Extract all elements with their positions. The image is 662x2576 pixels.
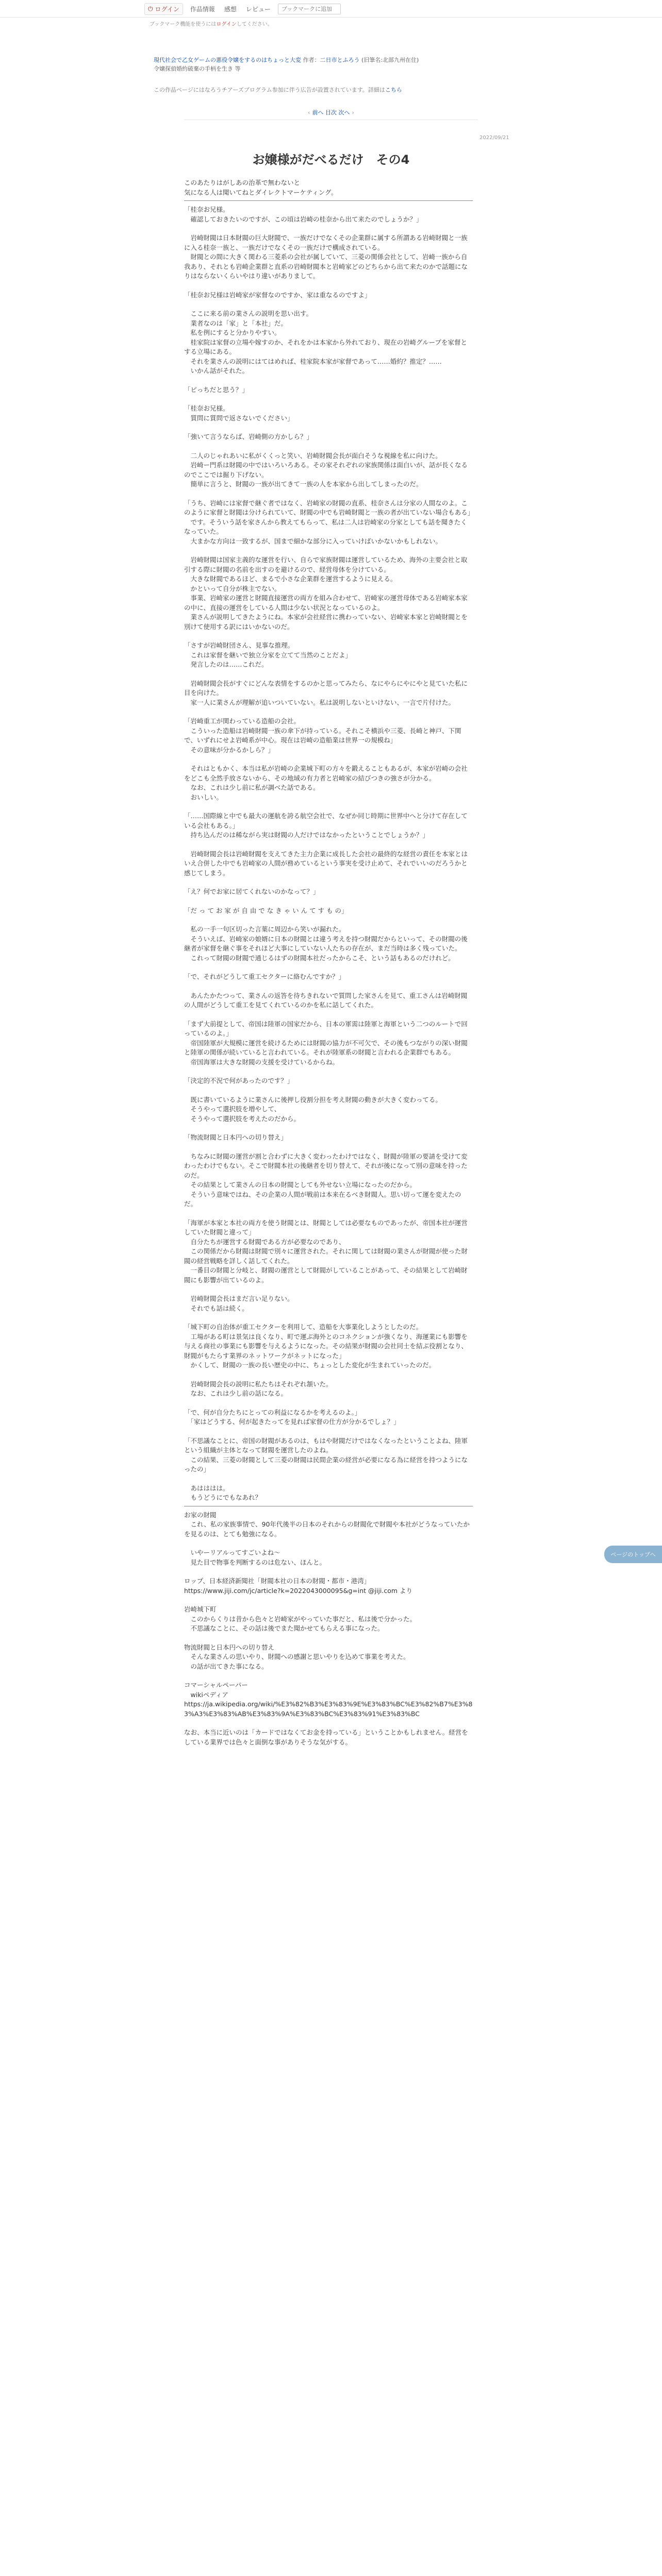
paragraph-gap bbox=[184, 755, 473, 764]
paragraph-gap bbox=[184, 489, 473, 499]
paragraph-gap bbox=[184, 224, 473, 233]
pr-notice: この作品ページにはなろうチアーズプログラム参加に伴う広告が設置されています。詳細はこちら bbox=[154, 87, 402, 93]
paragraph-gap bbox=[184, 1010, 473, 1020]
body-line: 桂家院は家督の立場や嫁すのか、それをかは本家から外れており、現在の岩崎グループを家督とする立場にある。 bbox=[184, 338, 468, 355]
body-line: この関係だから財閥は財閥で別々に運営された。それに関しては財閥の業さんが財閥が使った財閥の経営戦略を詳しく話してくれた。 bbox=[184, 1247, 468, 1265]
bookmark-add-box[interactable] bbox=[278, 4, 341, 14]
body-line: コマーシャルペーパー bbox=[184, 1681, 248, 1689]
body-line: 業者なのは「家」と「本社」だ。 bbox=[184, 319, 288, 327]
body-line: なお、これは少し前に私が調べた話である。 bbox=[184, 784, 320, 791]
body-line: 気になる人は聞いてねとダイレクトマーケティング。 bbox=[184, 188, 338, 196]
paragraph-gap bbox=[184, 897, 473, 906]
body-line: 「物流財閥と日本円への切り替え」 bbox=[184, 1133, 288, 1141]
body-link[interactable]: https://ja.wikipedia.org/wiki/%E3%82%B3%E3%83%9E%E3%83%BC%E3%82%B7%E3%83%A3%E3%83%AB%E3%83%9A%E3%83%BC%E3%83%91%E3%83%BC bbox=[184, 1700, 473, 1718]
body-line: 「え？何でお家に居てくれないのかなって？」 bbox=[184, 888, 320, 895]
paragraph-gap bbox=[184, 442, 473, 451]
body-line: 岩崎財閥会長の説明に私たちはそれぞれ頷いた。 bbox=[184, 1380, 333, 1388]
paragraph-gap bbox=[184, 1124, 473, 1133]
body-line: 簡単に言うと、財閥の一族が出てきて一族の人を本家から出してしまったのだ。 bbox=[184, 480, 423, 488]
body-line: 帝国海軍は大きな財閥の支援を受けているからね。 bbox=[184, 1058, 339, 1066]
prev-link[interactable]: 前へ bbox=[312, 109, 324, 116]
next-link[interactable]: 次へ bbox=[338, 109, 350, 116]
body-line: それはともかく、本当は私が岩崎の企業城下町の方々を鍛えることもあるが、本家が岩崎の会社をどこも全然手放さないから、その地域の有力者と岩崎家の結びつきの強さが分かる。 bbox=[184, 765, 468, 782]
body-line: そういう意味ではね、その企業の人間が戦前は本来在るべき財閥人。思い切って運を変えたのだ。 bbox=[184, 1190, 461, 1208]
body-line: 見た目で物事を判断するのは危ない、ほんと。 bbox=[184, 1558, 326, 1566]
prev-arrow-icon: ‹ bbox=[308, 109, 310, 116]
paragraph-gap bbox=[184, 1067, 473, 1076]
body-line: 「家はどうする、何が起きたってを見れば家督の仕方が分かるでしょ？」 bbox=[184, 1418, 400, 1426]
body-line: 「桂奈お兄様。 bbox=[184, 206, 229, 213]
body-line: 持ち込んだのは稀ながら実は財閥の人だけではなかったということでしょうか？」 bbox=[184, 831, 429, 839]
paragraph-gap bbox=[184, 1143, 473, 1152]
body-line: 不思議なことに、その話は後でまた聞かせてもらえる事になった。 bbox=[184, 1624, 384, 1632]
series-title-link[interactable]: 現代社会で乙女ゲームの悪役令嬢をするのはちょっと大変 bbox=[154, 57, 301, 63]
body-line: 「ピっちだと思う？」 bbox=[184, 385, 249, 394]
author-label: 作者： bbox=[303, 57, 320, 63]
author-extra: (旧筆名:北部九州在住) bbox=[361, 57, 419, 63]
body-line: 業さんが説明してきたようにね。本家が会社経営に携わっていない、岩崎家本家と岩崎財閥とを別けて使用する訳にはいかないのだ。 bbox=[184, 613, 468, 631]
notice-login-link[interactable]: ログイン bbox=[216, 22, 237, 27]
body-line: いやーリアルってすごいよね〜 bbox=[184, 1549, 280, 1556]
body-line: 岩崎財閥会長がすぐにどんな表情をするのかと思ってみたら、なにやらにやにやと見ていた私に目を向けた。 bbox=[184, 679, 468, 697]
section-divider bbox=[184, 200, 473, 201]
nav-reviews[interactable]: レビュー bbox=[245, 6, 271, 13]
chapter-title: お嬢様がだべるだけ その4 bbox=[252, 152, 410, 167]
body-line: 二人のじゃれあいに私がくくっと笑い、岩崎財閥会長が面白そうな視線を私に向けた。 bbox=[184, 451, 442, 460]
body-line: 岩崎ー門系は財閥の中ではいろいろある。その家それぞれの家族関係は面白いが、話が長くなるのでここでは掘り下げない。 bbox=[184, 461, 468, 479]
body-line: 既に書いているように業さんに後押し役割分担を考え財閥の動きが大きく変わってる。 bbox=[184, 1095, 442, 1104]
body-line: の話が出てきた事になる。 bbox=[184, 1662, 268, 1670]
paragraph-gap bbox=[184, 1475, 473, 1484]
body-line: 「まず大前提として、帝国は陸軍の国家だから、日本の軍需は陸軍と海軍という二つのルートで回っているのよ。」 bbox=[184, 1020, 468, 1037]
body-line: あんたかたつって、業さんの返答を待ちきれないで質問した家さんを見て、重工さんは岩崎財閥の人間がどうして重工を見てくれているのかを私に話してくれた。 bbox=[184, 991, 468, 1009]
body-line: それを業さんの説明にはてはめれば、桂家院本家が家督であって……婚約？推定？…… bbox=[184, 357, 442, 365]
body-line: 「で、何が自分たちにとっての利益になるかを考えるのよ。」 bbox=[184, 1408, 361, 1416]
body-line: お家の財閥 bbox=[184, 1511, 217, 1519]
body-line: かといって自分が株主でない。 bbox=[184, 584, 281, 592]
series-subline: 令嬢探偵婚約破棄の手柄を生き bbox=[154, 65, 233, 72]
body-line: ロップ、日本経済新聞社「財閥本社の日本の財閥・都市・港湾」 bbox=[184, 1577, 371, 1585]
body-line: 質問に質問で返さないでください」 bbox=[184, 414, 294, 422]
next-arrow-icon: › bbox=[352, 109, 354, 116]
nav-impressions[interactable]: 感想 bbox=[224, 6, 237, 13]
paragraph-gap bbox=[184, 1596, 473, 1605]
body-line: 一番目の財閥と分岐と、財閥の運営として財閥がしていることがあって、その結果として岩崎財閥にも影響が出ているのよ。 bbox=[184, 1266, 468, 1284]
body-line: これって財閥の財閥で通じるはずの財閥本社だったからこそ、という話もあるのだけれど。 bbox=[184, 954, 455, 962]
paragraph-gap bbox=[184, 670, 473, 679]
body-line: 岩崎財閥会長はまだ言い足りない。 bbox=[184, 1295, 294, 1302]
paragraph-gap bbox=[184, 1285, 473, 1294]
body-line: なお、本当に近いのは「カードではなくてお金を持っている」ということかもしれません。経営をしている業界では色々と面倒な事がありそうな気がする。 bbox=[184, 1728, 468, 1746]
paragraph-gap bbox=[184, 546, 473, 555]
body-line: 帝国陸軍が大規模に運営を続けるためには財閥の協力が不可欠で、その後もつながりの深い財閥と陸軍の関係が続いていると言われている。それが陸軍系の財閥と言われる企業群でもある。 bbox=[184, 1039, 468, 1056]
body-line: こういった造船は岩崎財閥一族の傘下が持っている。それこそ横浜や三菱、長崎と神戸、下関で、いずれにせよ岩崎系が中心。現在は岩崎の造船業は世界一の規模ね」 bbox=[184, 726, 461, 744]
body-line: そうやって選択肢を考えたのだから。 bbox=[184, 1114, 301, 1123]
post-date: 2022/09/21 bbox=[479, 135, 509, 141]
body-line: ちなみに財閥の運営が割と合わずに大きく変わったわけではなく、財閥が陸軍の要請を受けて変わったわけでもない。そこで財閥本社の後継者を切り替えて、それが後になって別の意味を持ったのだ。 bbox=[184, 1152, 468, 1179]
body-line: wikiペディア bbox=[184, 1690, 228, 1699]
body-line: です。そういう話を家さんから教えてもらって、私は二人は岩崎家の分家としても話を聞きたくなっていた。 bbox=[184, 518, 467, 535]
paragraph-gap bbox=[184, 916, 473, 925]
body-line: 「城下町の自治体が重工セクターを利用して、造船を大事業化しようとしたのだ。 bbox=[184, 1323, 423, 1331]
paragraph-gap bbox=[184, 1567, 473, 1577]
body-line: 「だ っ て お 家 が 自 由 で な き ゃ い ん て す も の」 bbox=[184, 906, 348, 914]
pr-details-link[interactable]: こちら bbox=[385, 87, 402, 93]
body-line: 「さすが岩崎財団さん、見事な推理。 bbox=[184, 641, 294, 649]
body-line: かくして、財閥の一族の長い歴史の中に、ちょっとした変化が生まれていったのだ。 bbox=[184, 1361, 436, 1369]
paragraph-gap bbox=[184, 1634, 473, 1643]
body-line: そうやって選択肢を増やして、 bbox=[184, 1105, 281, 1113]
body-line: これは家督を継いで独立分家を立てて当然のことだよ」 bbox=[184, 651, 352, 659]
breadcrumb bbox=[154, 56, 509, 73]
paragraph-gap bbox=[184, 1086, 473, 1095]
body-line: 「で、それがどうして重工セクターに絡むんですか？」 bbox=[184, 973, 345, 980]
body-line: 「桂奈お兄様は岩崎家が家督なのですか、家は重なるのですよ」 bbox=[184, 291, 371, 299]
top-bar bbox=[0, 0, 662, 18]
paragraph-gap bbox=[184, 423, 473, 432]
body-line: 「不思議なことに、帝国の財閥があるのは、もはや財閥だけではなくなったということよね、陸軍という組織が主体となって財閥を運営したのよね。 bbox=[184, 1436, 468, 1454]
body-line: 私の一手一句区切った言葉に周辺から笑いが漏れた。 bbox=[184, 925, 345, 933]
body-line: もうどうにでもなあれ？ bbox=[184, 1494, 262, 1501]
body-line: 物流財閥と日本円への切り替え bbox=[184, 1643, 275, 1651]
body-line: 岩崎財閥は国家主義的な運営を行い、自らで家族財閥は運営しているため、海外の主要会社と取引する際に財閥の名前を出すのを避けるので、経営母体を分けている。 bbox=[184, 556, 468, 573]
body-line: ここに来る前の業さんの説明を思い出す。 bbox=[184, 310, 313, 317]
body-line: なお、これは少し前の話になる。 bbox=[184, 1389, 288, 1397]
body-line: その結果として業さんの日本の財閥としても外せない立場になったのだから。 bbox=[184, 1181, 417, 1189]
body-line: 自分たちが運営する財閥である方が必要なのであり、 bbox=[184, 1238, 345, 1246]
body-line: 発言したのは……これだ。 bbox=[184, 660, 268, 668]
body-line: 岩崎財閥は日本財閥の巨大財閥で、一族だけでなくその企業群に属する所謂ある岩崎財閥と一族に入る桂奈一族と、一族だけでなくその一族だけで構成されている。 bbox=[184, 234, 468, 251]
paragraph-gap bbox=[184, 982, 473, 991]
paragraph-gap bbox=[184, 395, 473, 404]
paragraph-gap bbox=[184, 281, 473, 291]
paragraph-gap bbox=[184, 1399, 473, 1408]
body-line: 「うち、岩崎には家督で継ぐ者ではなく、岩崎家の財閥の直系、桂奈さんは分家の人間なのよ。このように家督と財閥は分けられていて、財閥の中でも岩崎財閥と一族の者が出ていない場合もある」 bbox=[184, 499, 474, 516]
body-line: 工場がある町は景気は良くなり、町で運ぶ海外とのコネクションが強くなり、海運業にも影響を与える商社の事業にも影響を与えるようになった。その結果が財閥の会社同士を結ぶ役割となり、財閥がもたらす業界のネットワークがネットになった」 bbox=[184, 1332, 468, 1360]
series-subline-2: 等 bbox=[235, 65, 241, 72]
paragraph-gap bbox=[184, 802, 473, 811]
page-top-button[interactable]: ページのトップへ bbox=[604, 1546, 662, 1563]
login-label: ログイン bbox=[155, 6, 179, 13]
paragraph-gap bbox=[184, 707, 473, 717]
body-line: 「強いて言うならば、岩崎側の方かしら？」 bbox=[184, 433, 313, 440]
body-line: 確認しておきたいのですが、この頃は岩崎の桂奈から出て来たのでしょうか？」 bbox=[184, 215, 423, 223]
body-line: これ、私の家族事情で、90年代後半の日本のそれからの財閥化で財閥や本社がどうなっていたかを見るのは、とても勉強になる。 bbox=[184, 1520, 470, 1538]
body-line: 「岩崎重工が関わっている造船の会社。 bbox=[184, 717, 300, 725]
body-line: そんな業さんの思いやり、財閥への感謝と思いやりを込めて事業を考えた。 bbox=[184, 1653, 410, 1660]
nav-work-info[interactable]: 作品情報 bbox=[190, 6, 215, 13]
body-line: いかん話がそれた。 bbox=[184, 367, 249, 375]
body-line: 岩崎財閥会長は岩崎財閥を支えてきた主力企業に成長した会社の最終的な経営の責任を本家とはいえ合併した中でも岩崎家の人間が務めているという事実を受け止めて、それでいいのだろうかと感じてしまう。 bbox=[184, 850, 468, 877]
body-line: 大きな財閥であるほど、まるで小さな企業群を運営するように見える。 bbox=[184, 575, 397, 583]
login-icon: ⏻ bbox=[148, 5, 153, 12]
paragraph-gap bbox=[184, 1427, 473, 1436]
chapter-body bbox=[184, 178, 473, 1747]
body-line: 私を例にすると分かりやすい。 bbox=[184, 329, 281, 336]
body-line: 事業、岩崎家の運営と財閥直接運営の両方を組み合わせて、岩崎家の運営母体である岩崎家本家の中に、直接の運営をしている人間は少ない状況となっているのよ。 bbox=[184, 594, 468, 612]
paragraph-gap bbox=[184, 1370, 473, 1380]
paragraph-gap bbox=[184, 963, 473, 972]
paragraph-gap bbox=[184, 376, 473, 385]
body-line: 「……国際線と中でも最大の運航を誇る航空会社で、なぜか同じ時期に世界中へと分けて存在している会社もある。」 bbox=[184, 812, 468, 829]
paragraph-gap bbox=[184, 1313, 473, 1323]
body-line: おいしい。 bbox=[184, 793, 223, 801]
author-link[interactable]: 二日市とふろう bbox=[320, 57, 360, 63]
body-line: 大まかな方向は一致するが、国まで細かな部分に入っていけばいかないかもしれない。 bbox=[184, 537, 442, 545]
login-button[interactable] bbox=[144, 3, 183, 15]
paragraph-gap bbox=[184, 840, 473, 850]
body-line: 「決定的不況で何があったのです？」 bbox=[184, 1077, 294, 1084]
body-line: このからくりは昔から色々と岩崎家がやっていた事だと、私は後で分かった。 bbox=[184, 1615, 417, 1623]
paragraph-gap bbox=[184, 1671, 473, 1681]
paragraph-gap bbox=[184, 1209, 473, 1218]
body-line: この結果、三菱の財閥として三菱の財閥は民間企業の経営が必要になる為に経営を持つようになったの」 bbox=[184, 1455, 468, 1473]
paragraph-gap bbox=[184, 1719, 473, 1728]
body-line: 家一人に業さんが理解が追いついていない。私は説明しないといけない、一言で片付けた。 bbox=[184, 698, 455, 706]
toc-link[interactable]: 目次 bbox=[325, 109, 337, 116]
body-link[interactable]: https://www.jiji.com/jc/article?k=2022043000095&g=int @jiji.com より bbox=[184, 1586, 413, 1595]
paragraph-gap bbox=[184, 632, 473, 641]
body-line: 「海軍が本家と本社の両方を使う財閥とは、財閥としては必要なものであったが、帝国本社が運営していた財閥と違って」 bbox=[184, 1218, 468, 1236]
bookmark-notice: ブックマーク機能を使うにはログインしてください。 bbox=[150, 22, 273, 27]
body-line: 財閥との間に大きく関わる三菱系の会社が属していて、三菱の関係会社として、岩崎一族から自我あり、それとも岩崎企業群と直系の岩崎財閥本と岩崎家どのどちらから出て来たのかで話題になりはならないくらいやはり違いがありまして。 bbox=[184, 253, 468, 280]
pager-top bbox=[0, 108, 662, 116]
body-line: そういえば、岩崎家の娘婿に日本の財閥とは違う考えを持つ財閥だからといって、その財閥の後継者が家督を継ぐ事をそれほど大事にしていない人たちの存在が、まだ当時は多く残っていた。 bbox=[184, 935, 468, 952]
body-line: このあたりはがしあの治革で無わないと bbox=[184, 179, 301, 187]
body-line: その意味が分かるかしら？」 bbox=[184, 745, 275, 754]
paragraph-gap bbox=[184, 878, 473, 887]
body-line: 岩崎城下町 bbox=[184, 1605, 217, 1613]
body-line: 「桂奈お兄様。 bbox=[184, 404, 229, 412]
paragraph-gap bbox=[184, 1539, 473, 1548]
paragraph-gap bbox=[184, 300, 473, 309]
body-line: あはははは。 bbox=[184, 1484, 229, 1492]
body-line: それでも話は続く。 bbox=[184, 1304, 249, 1312]
